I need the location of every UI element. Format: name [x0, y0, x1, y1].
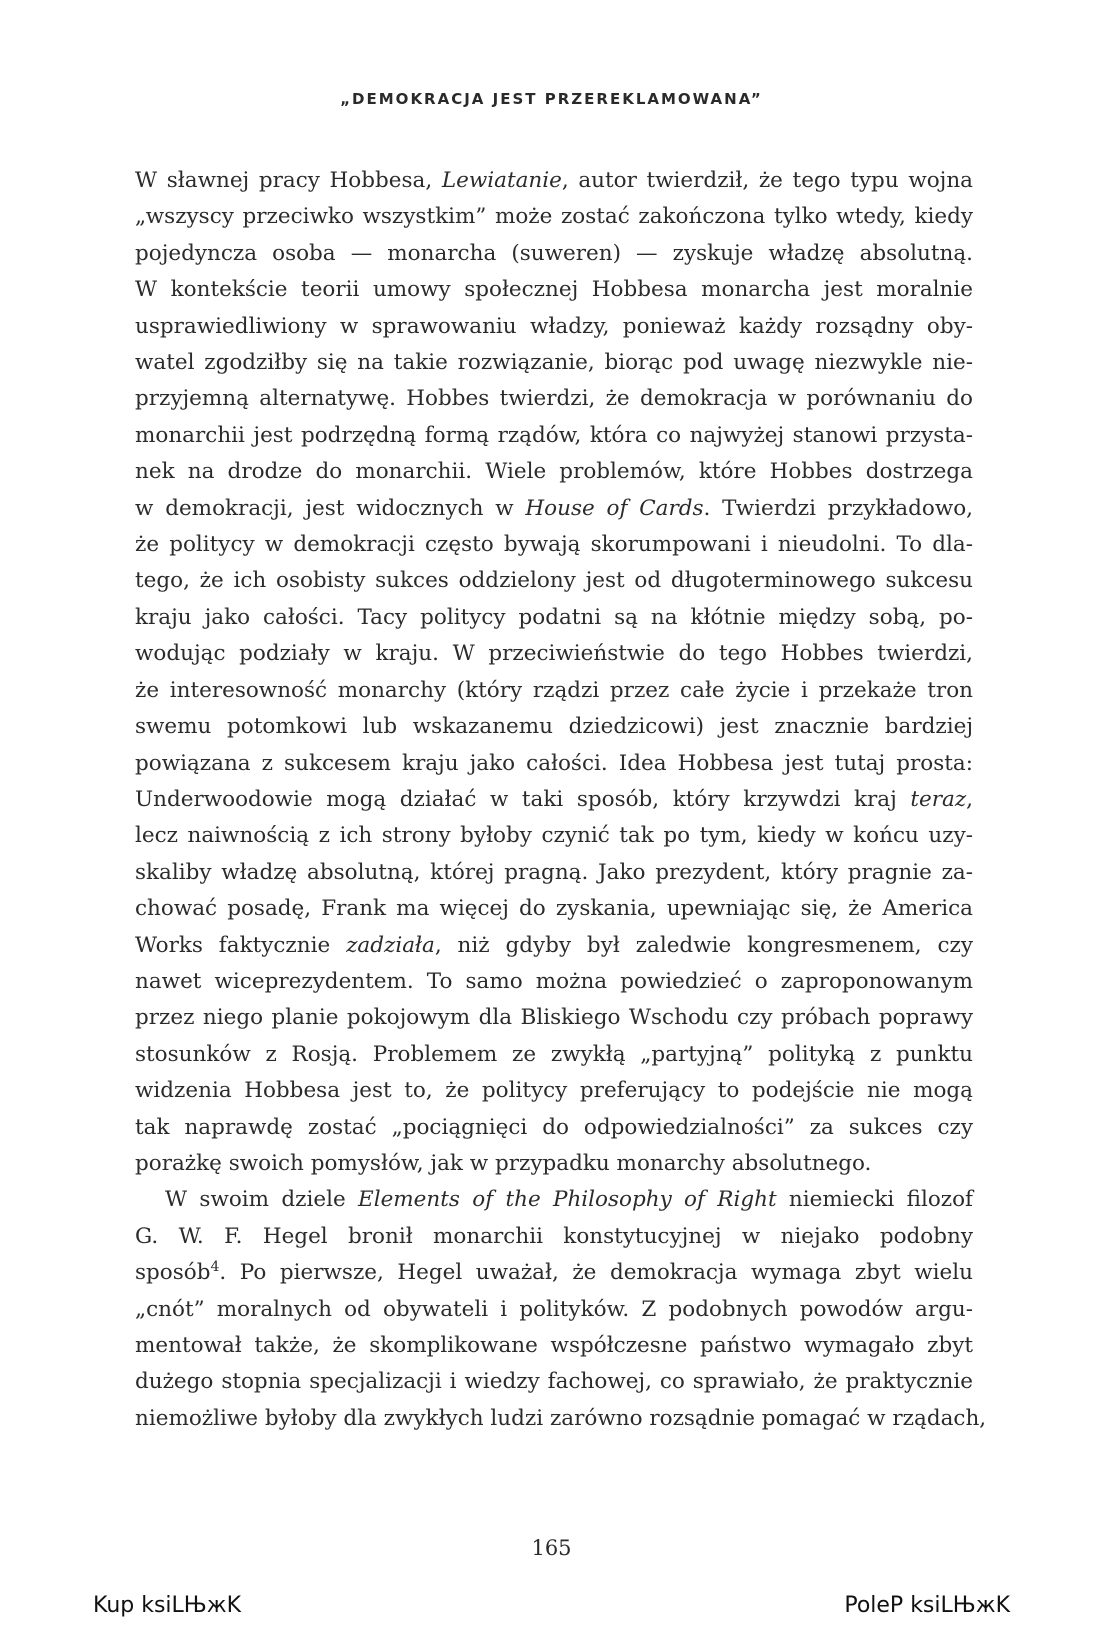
- text-line: Underwoodowie mogą działać w taki sposób, który krzywdzi kraj teraz,: [135, 786, 973, 812]
- text-line: skaliby władzę absolutną, której pragną. Jako prezydent, który pragnie za-: [135, 859, 973, 885]
- text-line: W swoim dziele Elements of the Philosophy of Right niemiecki filozof: [165, 1187, 973, 1213]
- text-line: nawet wiceprezydentem. To samo można powiedzieć o zaproponowanym: [135, 968, 973, 994]
- text-line: przez niego planie pokojowym dla Bliskiego Wschodu czy próbach poprawy: [135, 1005, 973, 1031]
- text-line: chować posadę, Frank ma więcej do zyskania, upewniając się, że America: [135, 896, 973, 922]
- text-line: nek na drodze do monarchii. Wiele problemów, które Hobbes dostrzega: [135, 459, 973, 485]
- footnote-marker[interactable]: 4: [210, 1259, 220, 1276]
- text-line: kraju jako całości. Tacy politycy podatni są na kłótnie między sobą, po-: [135, 604, 973, 630]
- italic-title: House of Cards: [525, 495, 704, 521]
- italic-title: zadziała: [346, 932, 435, 958]
- text-line: usprawiedliwiony w sprawowaniu władzy, ponieważ każdy rozsądny oby-: [135, 313, 973, 339]
- text-line: Works faktycznie zadziała, niż gdyby był zaledwie kongresmenem, czy: [135, 932, 973, 958]
- italic-title: teraz: [910, 786, 967, 812]
- text-line: niemożliwe byłoby dla zwykłych ludzi zarówno rozsądnie pomagać w rządach,: [135, 1405, 987, 1431]
- text-line: powiązana z sukcesem kraju jako całości. Idea Hobbesa jest tutaj prosta:: [135, 750, 973, 776]
- buy-book-link[interactable]: Kup ksiLЊжK: [93, 1593, 242, 1618]
- text-line: że interesowność monarchy (który rządzi przez całe życie i przekaże tron: [135, 677, 973, 703]
- text-line: „cnót” moralnych od obywateli i polityków. Z podobnych powodów argu-: [135, 1296, 973, 1322]
- text-line: sposób$^4$. Po pierwsze, Hegel uważał, że demokracja wymaga zbyt wielu: [135, 1259, 973, 1286]
- text-line: swemu potomkowi lub wskazanemu dziedzicowi) jest znacznie bardziej: [135, 714, 973, 740]
- text-line: G. W. F. Hegel bronił monarchii konstytucyjnej w niejako podobny: [135, 1223, 973, 1249]
- text-line: w demokracji, jest widocznych w House of Cards. Twierdzi przykładowo,: [135, 495, 973, 521]
- text-line: lecz naiwnością z ich strony byłoby czynić tak po tym, kiedy w końcu uzy-: [135, 823, 973, 849]
- text-line: przyjemną alternatywę. Hobbes twierdzi, że demokracja w porównaniu do: [135, 386, 973, 412]
- text-line: W kontekście teorii umowy społecznej Hobbesa monarcha jest moralnie: [135, 277, 973, 303]
- italic-title: Elements of the Philosophy of Right: [358, 1187, 777, 1213]
- text-line: mentował także, że skomplikowane współczesne państwo wymagało zbyt: [135, 1333, 973, 1358]
- text-line: widzenia Hobbesa jest to, że politycy preferujący to podejście nie mogą: [135, 1078, 973, 1104]
- italic-title: Lewiatanie: [441, 168, 562, 193]
- paragraph-1: [135, 163, 973, 1182]
- recommend-book-link[interactable]: PoleP ksiLЊжK: [844, 1593, 1010, 1618]
- text-line: że politycy w demokracji często bywają skorumpowani i nieudolni. To dla-: [135, 532, 973, 558]
- text-line: tak naprawdę zostać „pociągnięci do odpowiedzialności” za sukces czy: [135, 1114, 973, 1140]
- paragraph-2: [135, 1182, 987, 1437]
- text-line: porażkę swoich pomysłów, jak w przypadku monarchy absolutnego.: [135, 1150, 872, 1176]
- text-line: „wszyscy przeciwko wszystkim” może zostać zakończona tylko wtedy, kiedy: [135, 204, 973, 230]
- text-line: W sławnej pracy Hobbesa, Lewiatanie, autor twierdził, że tego typu wojna: [135, 168, 973, 193]
- text-line: stosunków z Rosją. Problemem ze zwykłą „partyjną” polityką z punktu: [135, 1041, 973, 1067]
- text-line: watel zgodziłby się na takie rozwiązanie, biorąc pod uwagę niezwykle nie-: [135, 350, 973, 376]
- text-line: wodując podziały w kraju. W przeciwieństwie do tego Hobbes twierdzi,: [135, 641, 973, 667]
- text-line: tego, że ich osobisty sukces oddzielony jest od długoterminowego sukcesu: [135, 568, 973, 594]
- text-line: dużego stopnia specjalizacji i wiedzy fachowej, co sprawiało, że praktycznie: [135, 1369, 973, 1395]
- page-number: 165: [531, 1536, 572, 1560]
- body-text: [135, 163, 987, 1437]
- running-head: „DEMOKRACJA JEST PRZEREKLAMOWANA”: [340, 90, 763, 108]
- text-line: monarchii jest podrzędną formą rządów, która co najwyżej stanowi przysta-: [135, 422, 973, 448]
- text-line: pojedyncza osoba — monarcha (suweren) — zyskuje władzę absolutną.: [135, 240, 973, 266]
